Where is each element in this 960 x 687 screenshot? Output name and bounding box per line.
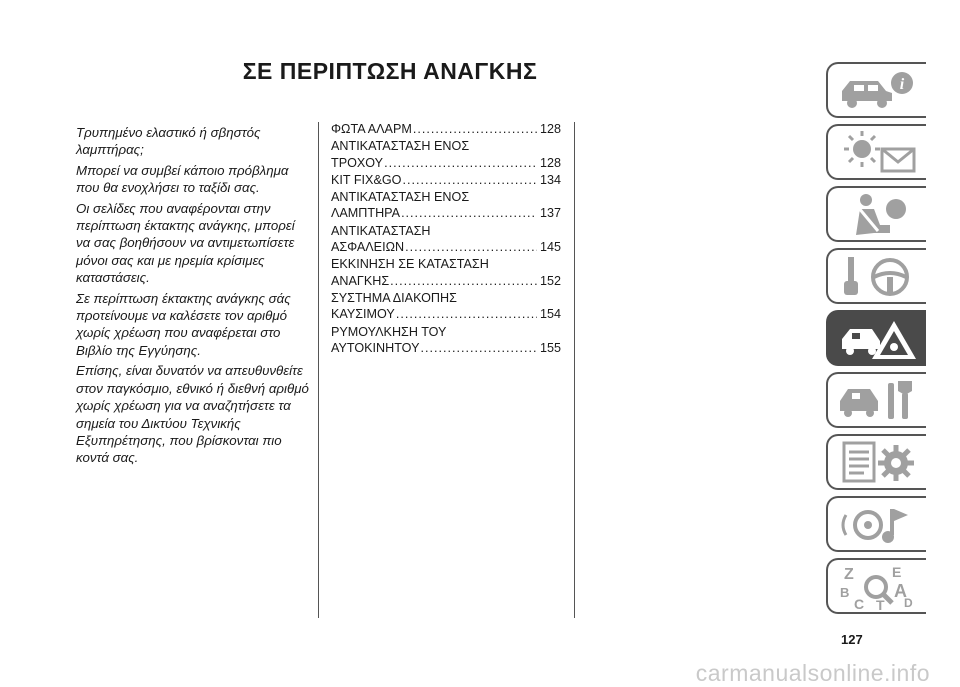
index-letter: T bbox=[876, 597, 885, 611]
toc-entry-title-line: ΡΥΜΟΥΛΚΗΣΗ ΤΟΥ bbox=[331, 324, 447, 339]
toc-entry-title-line: ΑΝΤΙΚΑΤΑΣΤΑΣΗ ΕΝΟΣ bbox=[331, 190, 470, 205]
tab-vehicle-knowledge[interactable] bbox=[826, 62, 926, 118]
tab-dashboard[interactable] bbox=[826, 124, 926, 180]
toc-leader-dots bbox=[390, 273, 537, 289]
toc-leader-dots bbox=[396, 306, 537, 322]
index-letter: A bbox=[894, 581, 907, 601]
toc-entry-title: ΚΑΥΣΙΜΟΥ bbox=[331, 307, 395, 322]
intro-paragraph: Τρυπημένο ελαστικό ή σβηστός λαμπτήρας; bbox=[76, 125, 261, 158]
column-divider bbox=[318, 122, 319, 618]
toc-entry[interactable] bbox=[331, 121, 561, 137]
emergency-car-warning-icon bbox=[836, 315, 920, 363]
toc-leader-dots bbox=[413, 121, 537, 137]
toc-leader-dots bbox=[402, 172, 537, 188]
toc-entry-title-line: ΑΝΤΙΚΑΤΑΣΤΑΣΗ ΕΝΟΣ bbox=[331, 139, 470, 154]
index-letter: Z bbox=[844, 566, 854, 583]
alphabetical-index-icon bbox=[836, 563, 920, 611]
intro-text bbox=[76, 124, 312, 470]
intro-paragraph: Οι σελίδες που αναφέρονται στην περίπτωση έκτακτης ανάγκης, μπορεί να σας βοηθήσουν να αντιμετωπίσετε μόνοι σας και με ηρεμία κρίσιμες καταστάσεις. bbox=[76, 200, 295, 286]
svg-text:i: i bbox=[899, 76, 905, 93]
toc-entry-title: ΑΝΑΓΚΗΣ bbox=[331, 273, 390, 288]
toc-page-number: 154 bbox=[539, 307, 561, 322]
toc-entry[interactable] bbox=[331, 223, 561, 256]
index-letter: B bbox=[840, 585, 850, 600]
intro-paragraph: Επίσης, είναι δυνατόν να απευθυνθείτε στον παγκόσμιο, εθνικό ή διεθνή αριθμό χωρίς χρέωση για να αναζητήσετε τα σημεία του Δικτύου Τεχνικής Εξυπηρέτησης, που βρίσκονται πιο κοντά σας. bbox=[76, 363, 309, 466]
toc-entry[interactable] bbox=[331, 256, 561, 289]
page-number: 127 bbox=[841, 632, 863, 647]
toc-entry-title: ΤΡΟΧΟΥ bbox=[331, 155, 384, 170]
toc-entry[interactable] bbox=[331, 189, 561, 222]
toc-entry[interactable] bbox=[331, 324, 561, 357]
toc-entry-title-line: ΣΥΣΤΗΜΑ ΔΙΑΚΟΠΗΣ bbox=[331, 290, 457, 305]
tab-index[interactable] bbox=[826, 558, 926, 614]
tab-in-an-emergency[interactable] bbox=[826, 310, 926, 366]
toc-entry[interactable] bbox=[331, 290, 561, 323]
key-steering-wheel-icon bbox=[836, 253, 920, 301]
toc-entry-title-line: ΑΝΤΙΚΑΤΑΣΤΑΣΗ bbox=[331, 223, 431, 238]
tab-safety[interactable] bbox=[826, 186, 926, 242]
index-letter: D bbox=[904, 596, 913, 610]
toc-page-number: 137 bbox=[539, 206, 561, 221]
toc-leader-dots bbox=[405, 239, 537, 255]
toc-entry-title-line: ΕΚΚΙΝΗΣΗ ΣΕ ΚΑΤΑΣΤΑΣΗ bbox=[331, 257, 489, 272]
toc-entry-title: KIT FIX&GO bbox=[331, 172, 402, 187]
tab-technical-data[interactable] bbox=[826, 434, 926, 490]
specifications-gear-icon bbox=[836, 439, 920, 487]
toc-entry[interactable] bbox=[331, 172, 561, 188]
car-info-icon bbox=[836, 67, 920, 115]
toc-leader-dots bbox=[384, 155, 537, 171]
toc-entry-title: ΛΑΜΠΤΗΡΑ bbox=[331, 206, 401, 221]
lights-envelope-icon bbox=[836, 129, 920, 177]
index-letter: C bbox=[854, 596, 865, 611]
toc-page-number: 145 bbox=[539, 240, 561, 255]
table-of-contents bbox=[331, 121, 561, 357]
toc-entry-title: ΦΩΤΑ ΑΛΑΡΜ bbox=[331, 122, 412, 136]
toc-page-number: 134 bbox=[539, 172, 561, 187]
toc-entry[interactable] bbox=[331, 138, 561, 171]
column-divider bbox=[574, 122, 575, 618]
toc-page-number: 128 bbox=[539, 155, 561, 170]
toc-page-number: 128 bbox=[539, 122, 561, 136]
tab-servicing-maintenance[interactable] bbox=[826, 372, 926, 428]
tab-starting-driving[interactable] bbox=[826, 248, 926, 304]
tab-multimedia[interactable] bbox=[826, 496, 926, 552]
toc-entry-title: ΑΥΤΟΚΙΝΗΤΟΥ bbox=[331, 340, 420, 355]
car-tools-icon bbox=[836, 377, 920, 425]
index-letter: E bbox=[892, 564, 902, 580]
multimedia-music-icon bbox=[836, 501, 920, 549]
toc-page-number: 152 bbox=[539, 273, 561, 288]
toc-leader-dots bbox=[401, 205, 537, 221]
watermark-text: carmanualsonline.info bbox=[695, 660, 930, 686]
seatbelt-airbag-icon bbox=[836, 191, 920, 239]
toc-entry-title: ΑΣΦΑΛΕΙΩΝ bbox=[331, 240, 405, 255]
toc-page-number: 155 bbox=[539, 340, 561, 355]
intro-paragraph: Μπορεί να συμβεί κάποιο πρόβλημα που θα ενοχλήσει το ταξίδι σας. bbox=[76, 162, 289, 196]
intro-paragraph: Σε περίπτωση έκτακτης ανάγκης σάς προτείνουμε να καλέσετε τον αριθμό χωρίς χρέωση που αναφέρεται στο Βιβλίο της Εγγύησης. bbox=[76, 290, 291, 358]
toc-leader-dots bbox=[420, 340, 537, 356]
page-title: ΣΕ ΠΕΡΙΠΤΩΣΗ ΑΝΑΓΚΗΣ bbox=[242, 58, 538, 84]
